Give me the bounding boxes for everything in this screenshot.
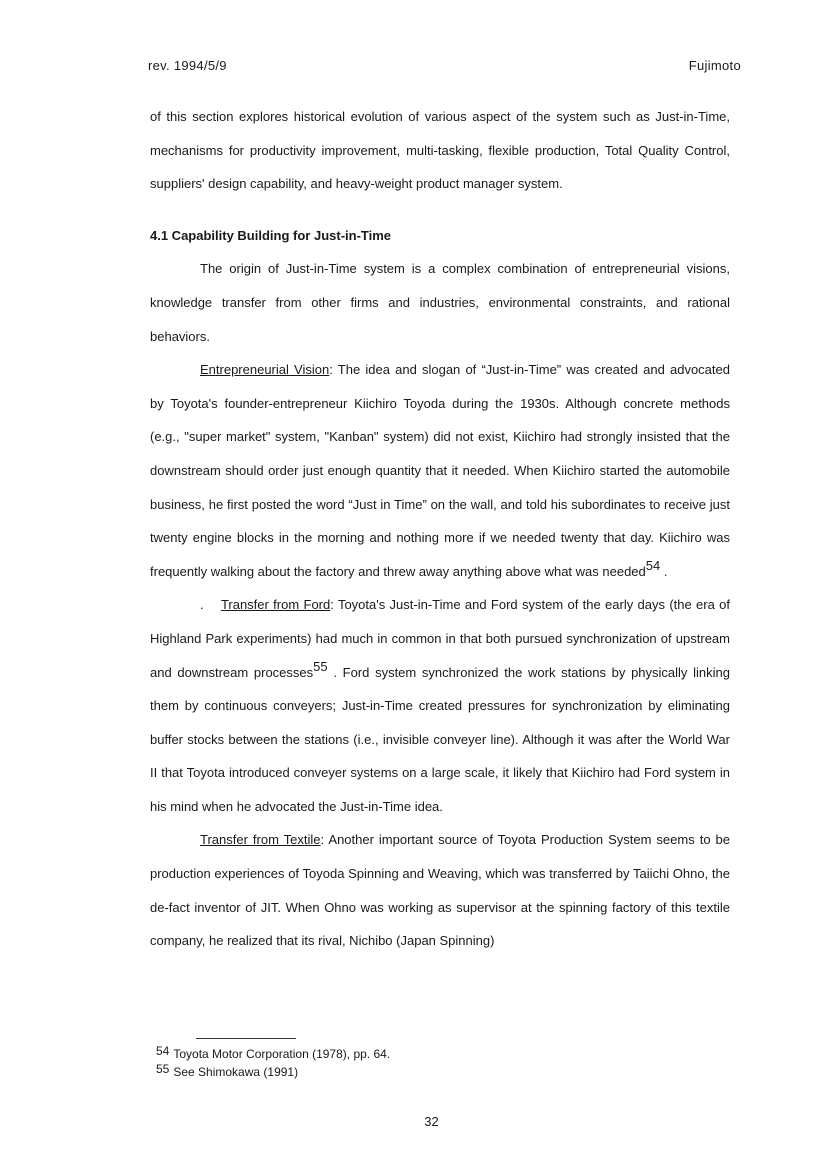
paragraph-title: Entrepreneurial Vision: [200, 362, 330, 378]
paragraph-title: Transfer from Textile: [200, 832, 321, 848]
paragraph-text: : The idea and slogan of “Just-in-Time” was created and advocated by Toyota's founder-entrepreneur Kiichiro Toyoda during the 1930s. Although concrete methods (e.g., "super market" system, "Kanban" system) did not exist, Kiichiro had strongly insisted that the downstream should order just enough quantity that it needed. When Kiichiro started the automobile business, he first posted the word “Just in Time” on the wall, and told his subordinates to receive just twenty engine blocks in the morning and nothing more if we needed twenty that day. Kiichiro was frequently walking about the factory and threw away anything above what was needed: [150, 362, 730, 579]
footnote-ref-54: 54: [645, 557, 661, 573]
paragraph-text: : Another important source of Toyota Production System seems to be production experiences of Toyoda Spinning and Weaving, which was transferred by Taiichi Ohno, the de-fact inventor of JIT. When Ohno was working as supervisor at the spinning factory of this textile company, he realized that its rival, Nichibo (Japan Spinning): [150, 832, 730, 949]
origin-paragraph: The origin of Just-in-Time system is a complex combination of entrepreneurial visions, knowledge transfer from other firms and industries, environmental constraints, and rational behaviors.: [150, 261, 730, 344]
paragraph-end: .: [660, 563, 668, 579]
running-header-author: Fujimoto: [688, 58, 741, 73]
entrepreneurial-vision-paragraph: [150, 353, 730, 588]
paragraph-text: : Toyota's Just-in-Time and Ford system of the early days (the era of Highland Park experiments) had much in common in that both pursued synchronization of upstream and downstream processes: [150, 597, 731, 680]
running-header-date: rev. 1994/5/9: [148, 58, 227, 73]
page-body: [150, 100, 730, 958]
transfer-from-textile-paragraph: [150, 823, 730, 957]
footnote-54: [156, 1044, 390, 1062]
footnote-mark: 54: [156, 1044, 170, 1058]
footnote-mark: 55: [156, 1062, 170, 1076]
section-heading: 4.1 Capability Building for Just-in-Time: [150, 227, 392, 243]
footnote-55: [156, 1062, 390, 1080]
paragraph-text-cont: . Ford system synchronized the work stations by physically linking them by continuous conveyers; Just-in-Time created pressures for synchronization by eliminating buffer stocks between the stations (i.e., invisible conveyer line). Although it was after the World War II that Toyota introduced conveyer systems on a large scale, it likely that Kiichiro had Ford system in his mind when he advocated the Just-in-Time idea.: [150, 664, 730, 814]
intro-paragraph: of this section explores historical evolution of various aspect of the system such as Just-in-Time, mechanisms for productivity improvement, multi-tasking, flexible production, Total Quality Control, suppliers' design capability, and heavy-weight product manager system.: [150, 109, 730, 192]
footnote-text: See Shimokawa (1991): [173, 1065, 299, 1079]
footnote-text: Toyota Motor Corporation (1978), pp. 64.: [173, 1047, 391, 1061]
paragraph-lead: .: [200, 597, 204, 613]
footnotes: [156, 1044, 390, 1080]
footnote-ref-55: 55: [313, 658, 328, 674]
transfer-from-ford-paragraph: [150, 588, 730, 823]
page-number: 32: [424, 1114, 439, 1129]
paragraph-title: Transfer from Ford: [220, 597, 331, 613]
footnote-divider: [196, 1038, 296, 1039]
